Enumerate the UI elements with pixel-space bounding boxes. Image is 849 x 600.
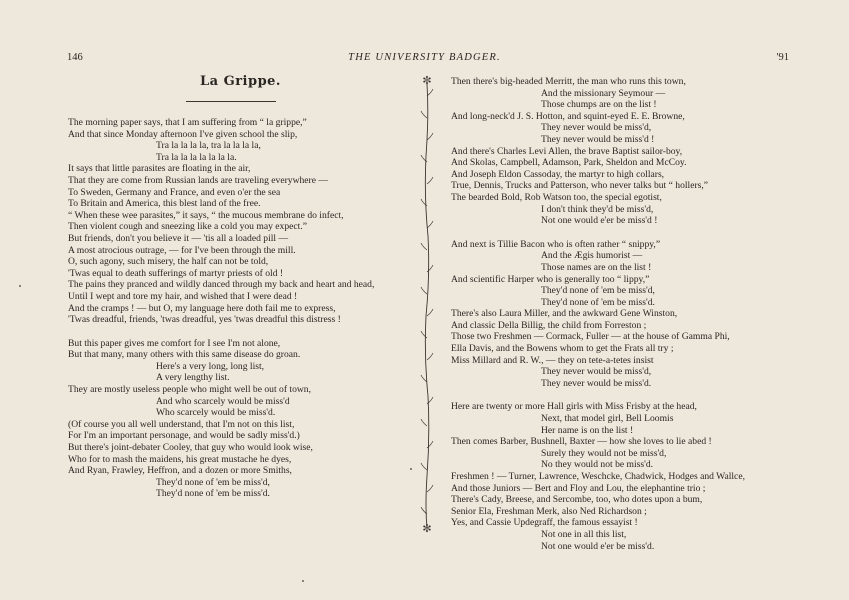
poem-line: No they would not be miss'd. bbox=[541, 459, 654, 471]
poem-line: There's Cady, Breese, and Sercombe, too, who dotes upon a bum, bbox=[451, 494, 703, 506]
vine-leaf bbox=[427, 221, 433, 228]
vine-leaf bbox=[427, 353, 433, 360]
stanza-gap bbox=[449, 227, 789, 239]
poem-line: Tra la la la la, tra la la la la, bbox=[156, 140, 261, 152]
poem-line: And who scarcely would be miss'd bbox=[156, 395, 290, 407]
vine-top-ornament-icon: ✼ bbox=[422, 75, 432, 87]
poem-line: It says that little parasites are floating in the air, bbox=[68, 163, 251, 175]
poem-line: And scientific Harper who is generally too “ lippy,” bbox=[451, 273, 650, 285]
poem-line: But friends, don't you believe it — 'tis all a loaded pill — bbox=[68, 232, 289, 244]
poem-line: 'Twas dreadful, friends, 'twas dreadful, yes 'twas dreadful this distress ! bbox=[68, 314, 341, 326]
poem-line: To Sweden, Germany and France, and even o'er the sea bbox=[68, 186, 281, 198]
poem-line: Those chumps are on the list ! bbox=[541, 99, 657, 111]
poem-line: They'd none of 'em be miss'd. bbox=[541, 296, 655, 308]
vine-leaf bbox=[427, 441, 433, 448]
poem-line: Then there's big-headed Merritt, the man who runs this town, bbox=[451, 76, 686, 87]
vine-leaf bbox=[421, 111, 427, 118]
paper-speck bbox=[410, 468, 412, 470]
paper-speck bbox=[302, 580, 304, 582]
poem-line: A very lengthy list. bbox=[156, 372, 230, 384]
poem-line: And the cramps ! — but O, my language here doth fail me to express, bbox=[68, 302, 336, 314]
poem-line: The morning paper says, that I am suffering from “ la grippe,” bbox=[68, 117, 307, 128]
poem-line: Yes, and Cassie Updegraff, the famous essayist ! bbox=[451, 517, 638, 529]
vine-bottom-ornament-icon: ✼ bbox=[422, 523, 432, 535]
poem-left-column bbox=[66, 117, 416, 500]
poem-line: To Britain and America, this blest land of the free. bbox=[68, 198, 261, 210]
poem-line: But this paper gives me comfort for I see I'm not alone, bbox=[68, 337, 281, 349]
poem-line: They never would be miss'd, bbox=[541, 366, 652, 378]
poem-line: Who for to mash the maidens, his great mustache he dyes, bbox=[68, 453, 292, 465]
poem-line: I don't think they'd be miss'd, bbox=[541, 203, 654, 215]
poem-line: Here are twenty or more Hall girls with Miss Frisby at the head, bbox=[451, 401, 697, 413]
class-year: '91 bbox=[776, 52, 789, 63]
poem-line: Her name is on the list ! bbox=[541, 424, 634, 436]
poem-line: For I'm an important personage, and would be sadly miss'd.) bbox=[68, 430, 300, 442]
poem-line: And the missionary Seymour — bbox=[541, 87, 666, 99]
poem-line: They never would be miss'd. bbox=[541, 377, 652, 389]
poem-line: Freshmen ! — Turner, Lawrence, Weschcke, Chadwick, Hodges and Wallce, bbox=[451, 471, 745, 482]
poem-line: They never would be miss'd ! bbox=[541, 133, 655, 145]
poem-line: They'd none of 'em be miss'd, bbox=[541, 285, 655, 297]
poem-line: The bearded Bold, Rob Watson too, the special egotist, bbox=[451, 191, 662, 203]
poem-line: A most atrocious outrage, — for I've been through the mill. bbox=[68, 244, 296, 256]
poem-line: And there's Charles Levi Allen, the brave Baptist sailor-boy, bbox=[451, 145, 683, 157]
poem-line: Not one would e'er be miss'd ! bbox=[541, 215, 658, 227]
poem-line: And the Ægis humorist — bbox=[541, 250, 643, 262]
vine-leaf bbox=[421, 419, 427, 426]
vine-leaf bbox=[427, 265, 433, 272]
poem-line: There's also Laura Miller, and the awkward Gene Winston, bbox=[451, 308, 678, 320]
running-title: THE UNIVERSITY BADGER. bbox=[348, 52, 501, 63]
poem-line: And those Juniors — Bert and Floy and Lou, the elephantine trio ; bbox=[451, 482, 706, 494]
poem-line: Surely they would not be miss'd, bbox=[541, 447, 667, 459]
poem-line: Those two Freshmen — Cormack, Fuller — at the house of Gamma Phi, bbox=[451, 331, 730, 343]
poem-line: Not one in all this list, bbox=[541, 528, 627, 540]
vine-leaf bbox=[427, 485, 433, 492]
poem-line: They are mostly useless people who might well be out of town, bbox=[68, 384, 311, 396]
poem-title: La Grippe. bbox=[200, 74, 281, 89]
poem-line: (Of course you all well understand, that I'm not on this list, bbox=[68, 418, 295, 430]
poem-line: And Skolas, Campbell, Adamson, Park, Sheldon and McCoy. bbox=[451, 157, 687, 169]
vine-leaf bbox=[421, 287, 427, 294]
poem-line: Miss Millard and R. W., — they on tete-a-tetes insist bbox=[451, 354, 654, 366]
stanza-gap bbox=[66, 326, 416, 338]
poem-line: Next, that model girl, Bell Loomis bbox=[541, 413, 674, 425]
vine-leaf bbox=[427, 177, 433, 184]
poem-line: But there's joint-debater Cooley, that guy who would look wise, bbox=[68, 442, 313, 454]
poem-line: True, Dennis, Trucks and Patterson, who never talks but “ hollers,” bbox=[451, 180, 709, 192]
poem-line: Those names are on the list ! bbox=[541, 261, 652, 273]
vine-leaf bbox=[421, 243, 427, 250]
stanza-gap bbox=[449, 389, 789, 401]
poem-line: Who scarcely would be miss'd. bbox=[156, 407, 276, 419]
poem-line: The pains they pranced and wildly danced through my back and heart and head, bbox=[68, 279, 375, 291]
poem-line: And classic Della Billig, the child from Forreston ; bbox=[451, 319, 647, 331]
poem-line: O, such agony, such misery, the half can not be told, bbox=[68, 256, 269, 268]
poem-line: They'd none of 'em be miss'd, bbox=[156, 476, 270, 488]
page-number: 146 bbox=[67, 52, 83, 63]
poem-line: Until I wept and tore my hair, and wished that I were dead ! bbox=[68, 290, 298, 302]
poem-line: Senior Ela, Freshman Merk, also Ned Richardson ; bbox=[451, 505, 647, 517]
poem-line: That they are come from Russian lands are traveling everywhere — bbox=[68, 174, 328, 186]
title-rule bbox=[186, 101, 276, 102]
vine-divider bbox=[418, 76, 436, 536]
poem-line: Tra la la la la la la la. bbox=[156, 151, 237, 163]
vine-leaf bbox=[427, 133, 433, 140]
poem-line: They never would be miss'd, bbox=[541, 122, 652, 134]
poem-line: Here's a very long, long list, bbox=[156, 360, 265, 372]
poem-line: And that since Monday afternoon I've given school the slip, bbox=[68, 128, 298, 140]
poem-line: Then violent cough and sneezing like a cold you may expect.” bbox=[68, 221, 307, 233]
poem-line: And Ryan, Frawley, Heffron, and a dozen or more Smiths, bbox=[68, 465, 292, 477]
page-header bbox=[0, 52, 849, 68]
poem-line: And next is Tillie Bacon who is often rather “ snippy,” bbox=[451, 238, 661, 250]
poem-line: But that many, many others with this same disease do groan. bbox=[68, 349, 301, 361]
poem-right-column bbox=[449, 76, 789, 552]
poem-line: 'Twas equal to death sufferings of martyr priests of old ! bbox=[68, 267, 284, 279]
poem-line: They'd none of 'em be miss'd. bbox=[156, 488, 270, 500]
poem-line: Then comes Barber, Bushnell, Baxter — how she loves to lie abed ! bbox=[451, 436, 712, 448]
vine-leaf bbox=[427, 309, 433, 316]
poem-line: And Joseph Eldon Cassoday, the martyr to high collars, bbox=[451, 168, 665, 180]
paper-speck bbox=[19, 285, 21, 287]
vine-leaf bbox=[421, 331, 427, 338]
vine-leaf bbox=[421, 463, 427, 470]
poem-line: Ella Davis, and the Bowens whom to get the Frats all try ; bbox=[451, 343, 674, 355]
vine-leaf bbox=[427, 89, 433, 96]
poem-line: And long-neck'd J. S. Hotton, and squint-eyed E. E. Browne, bbox=[451, 110, 685, 122]
poem-line: “ When these wee parasites,” it says, “ the mucous membrane do infect, bbox=[68, 209, 344, 221]
poem-line: Not one would e'er be miss'd. bbox=[541, 540, 655, 552]
